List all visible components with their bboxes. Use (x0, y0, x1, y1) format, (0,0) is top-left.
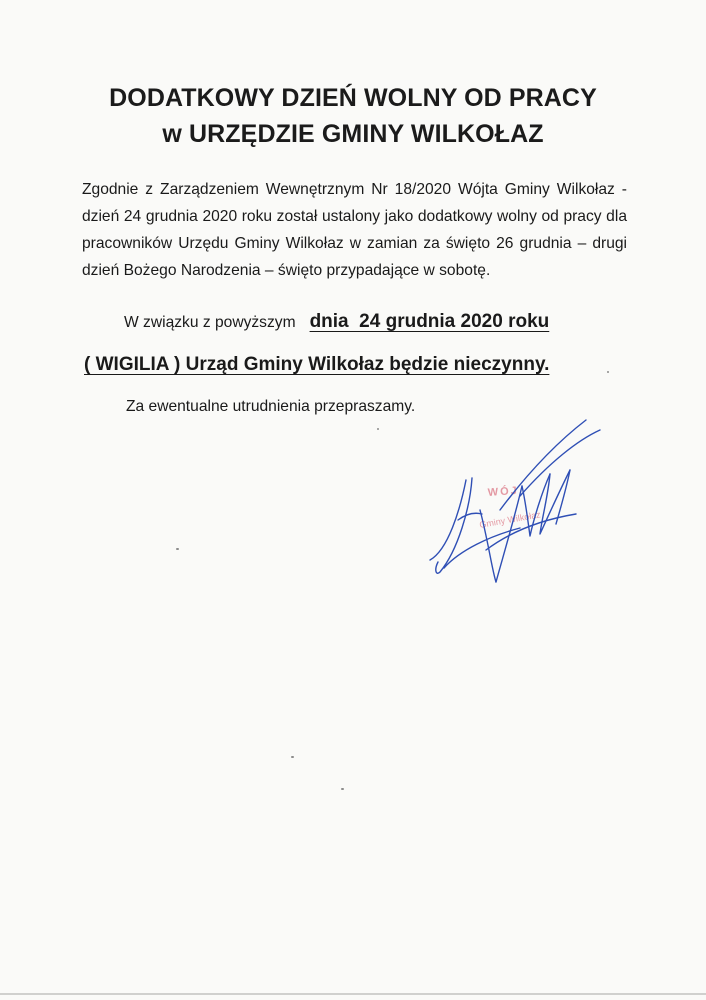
document-title (0, 80, 706, 152)
signature-stamp-area (400, 400, 620, 610)
signature-image (400, 400, 620, 610)
emphasis-prefix: W związku z powyższym (124, 314, 296, 331)
title-line-1: DODATKOWY DZIEŃ WOLNY OD PRACY (109, 84, 597, 112)
scan-speck (291, 756, 294, 758)
scan-bottom-edge (0, 993, 706, 995)
scan-speck (341, 788, 344, 790)
emphasis-date: dnia 24 grudnia 2020 roku (309, 311, 550, 332)
scan-speck (607, 371, 609, 373)
handwritten-signature (430, 420, 600, 582)
title-line-2: w URZĘDZIE GMINY WILKOŁAZ (162, 120, 544, 148)
scan-speck (176, 548, 179, 550)
closed-notice: ( WIGILIA ) Urząd Gminy Wilkołaz będzie nieczynny. (84, 354, 550, 375)
scan-speck (377, 428, 379, 430)
emphasis-line (124, 311, 549, 333)
apology-text: Za ewentualne utrudnienia przepraszamy. (126, 398, 416, 415)
svg-text:WÓJ: WÓJ (487, 484, 520, 499)
main-paragraph: Zgodnie z Zarządzeniem Wewnętrznym Nr 18/2020 Wójta Gminy Wilkołaz - dzień 24 grudnia 2020 roku został ustalony jako dodatkowy wolny od pracy dla pracowników Urzędu Gminy Wilkołaz w zamian za święto 26 grudnia – drugi dzień Bożego Narodzenia – święto przypadające w sobotę. (82, 181, 627, 279)
svg-text:Gminy Wilkołaz: Gminy Wilkołaz (478, 509, 542, 530)
